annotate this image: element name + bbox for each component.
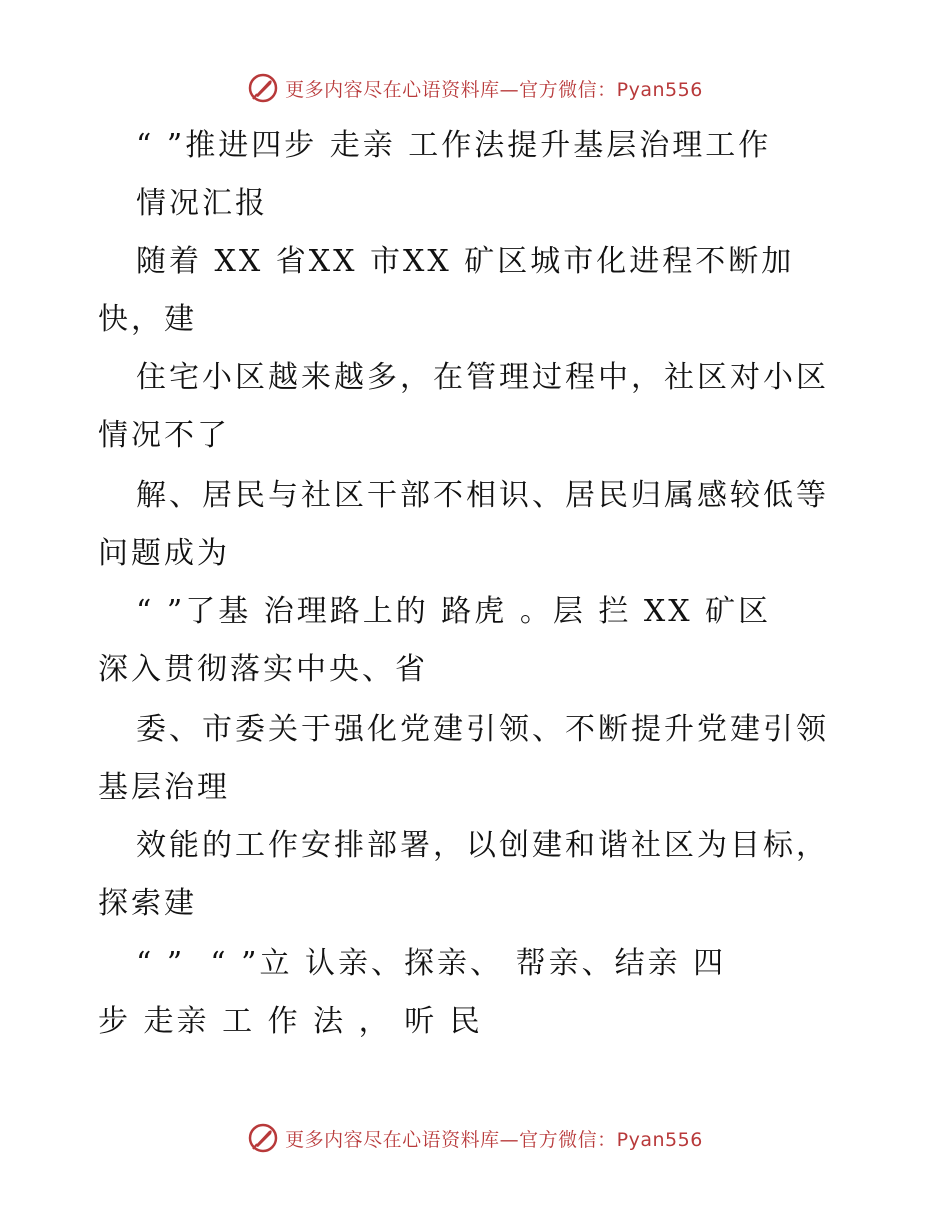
text-line: 随着 XX 省XX 市XX 矿区城市化进程不断加	[136, 244, 795, 279]
text-line: “ ” “ ”立 认亲、探亲、 帮亲、结亲 四	[136, 946, 727, 981]
header-banner-text: 更多内容尽在心语资料库—官方微信：Pyan556	[285, 78, 703, 101]
text-line: 情况不了	[98, 418, 230, 453]
feather-pen-icon	[247, 72, 279, 104]
text-line: 解、居民与社区干部不相识、居民归属感较低等	[136, 478, 829, 513]
text-line: “ ”了基 治理路上的 路虎 。层 拦 XX 矿区	[136, 594, 772, 629]
text-line: 探索建	[98, 886, 197, 921]
text-line: 快，建	[98, 302, 197, 337]
text-line: 问题成为	[98, 536, 230, 571]
text-line: 效能的工作安排部署，以创建和谐社区为目标，	[136, 828, 829, 863]
text-line: 步 走亲 工 作 法 ， 听 民	[98, 1004, 483, 1039]
footer-banner	[0, 1122, 950, 1154]
text-line: 委、市委关于强化党建引领、不断提升党建引领	[136, 712, 829, 747]
document-title: “ ”推进四步 走亲 工作法提升基层治理工作	[136, 128, 772, 163]
document-subtitle: 情况汇报	[136, 186, 268, 221]
footer-banner-text: 更多内容尽在心语资料库—官方微信：Pyan556	[285, 1128, 703, 1151]
text-line: 住宅小区越来越多，在管理过程中，社区对小区	[136, 360, 829, 395]
text-line: 深入贯彻落实中央、省	[98, 652, 428, 687]
text-line: 基层治理	[98, 770, 230, 805]
feather-pen-icon	[247, 1122, 279, 1154]
header-banner	[0, 72, 950, 104]
